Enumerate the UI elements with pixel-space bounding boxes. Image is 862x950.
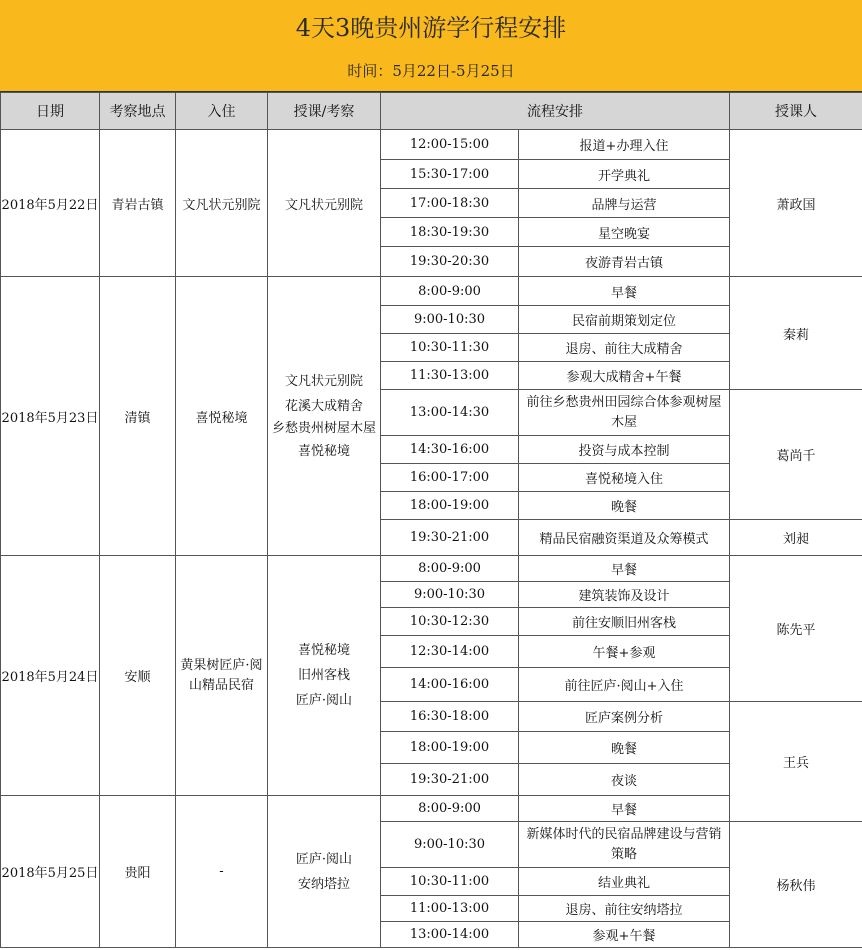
date-range: 时间：5月22日-5月25日 <box>347 62 515 80</box>
venue-item: 安纳塔拉 <box>297 876 350 892</box>
itinerary-table <box>0 92 862 948</box>
venue-item: 乡愁贵州树屋木屋 <box>272 420 377 436</box>
location-cell: 青岩古镇 <box>100 130 176 277</box>
location-cell: 贵阳 <box>100 796 176 948</box>
activity-cell: 参观+午餐 <box>519 922 730 948</box>
venue-cell <box>268 130 381 277</box>
date-cell: 2018年5月22日 <box>1 130 100 277</box>
activity-cell: 投资与成本控制 <box>519 436 730 464</box>
column-header-stay: 入住 <box>176 93 268 130</box>
activity-cell: 星空晚宴 <box>519 218 730 247</box>
activity-cell: 参观大成精舍+午餐 <box>519 362 730 390</box>
page-title: 4天3晚贵州游学行程安排 <box>295 14 567 42</box>
time-cell: 18:30-19:30 <box>381 218 519 247</box>
column-header-venue: 授课/考察 <box>268 93 381 130</box>
instructor-cell: 萧政国 <box>730 130 862 277</box>
venue-cell <box>268 796 381 948</box>
instructor-cell: 王兵 <box>730 702 862 822</box>
venue-item: 旧州客栈 <box>297 668 350 683</box>
time-cell: 12:00-15:00 <box>381 130 519 160</box>
time-cell: 13:00-14:00 <box>381 922 519 948</box>
activity-cell: 报道+办理入住 <box>519 130 730 160</box>
activity-cell: 早餐 <box>519 277 730 306</box>
time-cell: 19:30-21:00 <box>381 764 519 796</box>
date-cell: 2018年5月23日 <box>1 277 100 556</box>
table-row <box>1 556 862 582</box>
venue-item: 花溪大成精舍 <box>284 398 363 414</box>
table-row <box>1 130 862 160</box>
stay-cell: - <box>176 796 268 948</box>
venue-item: 文凡状元别院 <box>284 197 363 213</box>
instructor-cell: 葛尚千 <box>730 390 862 520</box>
location-cell: 安顺 <box>100 556 176 796</box>
title-banner <box>0 0 862 92</box>
time-cell: 15:30-17:00 <box>381 160 519 189</box>
activity-cell: 退房、前往安纳塔拉 <box>519 896 730 922</box>
stay-cell: 文凡状元别院 <box>176 130 268 277</box>
activity-cell: 新媒体时代的民宿品牌建设与营销策略 <box>519 822 730 868</box>
time-cell: 17:00-18:30 <box>381 189 519 218</box>
venue-cell <box>268 556 381 796</box>
column-header-instructor: 授课人 <box>730 93 862 130</box>
column-header-schedule: 流程安排 <box>381 93 730 130</box>
activity-cell: 结业典礼 <box>519 868 730 896</box>
venue-item: 匠庐·阅山 <box>295 851 353 867</box>
time-cell: 16:30-18:00 <box>381 702 519 732</box>
activity-cell: 建筑装饰及设计 <box>519 582 730 608</box>
instructor-cell: 陈先平 <box>730 556 862 702</box>
time-cell: 11:00-13:00 <box>381 896 519 922</box>
instructor-cell: 秦莉 <box>730 277 862 390</box>
activity-cell: 前往匠庐·阅山+入住 <box>519 668 730 702</box>
time-cell: 8:00-9:00 <box>381 556 519 582</box>
table-row <box>1 277 862 306</box>
activity-cell: 民宿前期策划定位 <box>519 306 730 334</box>
activity-cell: 匠庐案例分析 <box>519 702 730 732</box>
stay-cell: 黄果树匠庐·阅山精品民宿 <box>176 556 268 796</box>
time-cell: 8:00-9:00 <box>381 796 519 822</box>
time-cell: 10:30-11:00 <box>381 868 519 896</box>
activity-cell: 品牌与运营 <box>519 189 730 218</box>
header-row <box>1 93 862 130</box>
venue-item: 文凡状元别院 <box>284 373 363 389</box>
time-cell: 19:30-21:00 <box>381 520 519 556</box>
activity-cell: 早餐 <box>519 796 730 822</box>
activity-cell: 前往安顺旧州客栈 <box>519 608 730 636</box>
date-cell: 2018年5月24日 <box>1 556 100 796</box>
column-header-location: 考察地点 <box>100 93 176 130</box>
activity-cell: 早餐 <box>519 556 730 582</box>
activity-cell: 开学典礼 <box>519 160 730 189</box>
activity-cell: 夜游青岩古镇 <box>519 247 730 277</box>
activity-cell: 退房、前往大成精舍 <box>519 334 730 362</box>
time-cell: 9:00-10:30 <box>381 822 519 868</box>
venue-item: 匠庐·阅山 <box>295 693 353 708</box>
activity-cell: 夜谈 <box>519 764 730 796</box>
instructor-cell: 杨秋伟 <box>730 822 862 948</box>
time-cell: 11:30-13:00 <box>381 362 519 390</box>
location-cell: 清镇 <box>100 277 176 556</box>
venue-item: 喜悦秘境 <box>297 443 350 459</box>
time-cell: 8:00-9:00 <box>381 277 519 306</box>
time-cell: 9:00-10:30 <box>381 306 519 334</box>
time-cell: 13:00-14:30 <box>381 390 519 436</box>
time-cell: 9:00-10:30 <box>381 582 519 608</box>
time-cell: 19:30-20:30 <box>381 247 519 277</box>
time-cell: 18:00-19:00 <box>381 492 519 520</box>
time-cell: 14:00-16:00 <box>381 668 519 702</box>
venue-item: 喜悦秘境 <box>297 643 350 658</box>
time-cell: 10:30-12:30 <box>381 608 519 636</box>
venue-cell <box>268 277 381 556</box>
activity-cell: 精品民宿融资渠道及众筹模式 <box>519 520 730 556</box>
activity-cell: 前往乡愁贵州田园综合体参观树屋木屋 <box>519 390 730 436</box>
time-cell: 12:30-14:00 <box>381 636 519 668</box>
date-cell: 2018年5月25日 <box>1 796 100 948</box>
activity-cell: 晚餐 <box>519 492 730 520</box>
activity-cell: 晚餐 <box>519 732 730 764</box>
time-cell: 16:00-17:00 <box>381 464 519 492</box>
activity-cell: 午餐+参观 <box>519 636 730 668</box>
time-cell: 10:30-11:30 <box>381 334 519 362</box>
stay-cell: 喜悦秘境 <box>176 277 268 556</box>
instructor-cell: 刘昶 <box>730 520 862 556</box>
time-cell: 18:00-19:00 <box>381 732 519 764</box>
time-cell: 14:30-16:00 <box>381 436 519 464</box>
column-header-date: 日期 <box>1 93 100 130</box>
activity-cell: 喜悦秘境入住 <box>519 464 730 492</box>
